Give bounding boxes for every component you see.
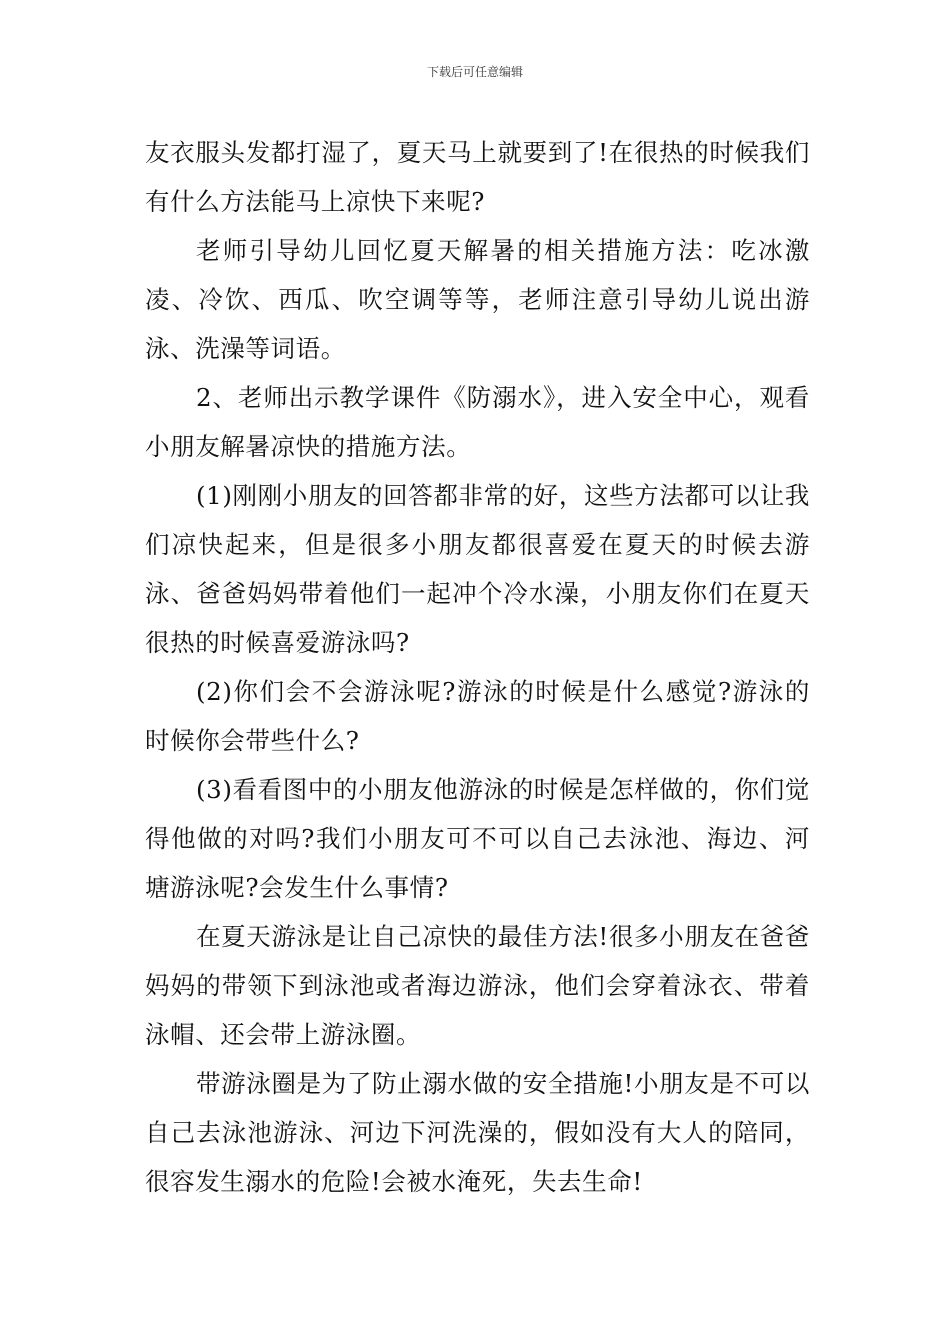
page-header: 下载后可任意编辑 bbox=[426, 65, 523, 79]
paragraph-6: (3)看看图中的小朋友他游泳的时候是怎样做的，你们觉得他做的对吗?我们小朋友可不可以自己去泳池、海边、河塘游泳呢?会发生什么事情? bbox=[145, 775, 810, 902]
paragraph-4: (1)刚刚小朋友的回答都非常的好，这些方法都可以让我们凉快起来，但是很多小朋友都很喜爱在夏天的时候去游泳、爸爸妈妈带着他们一起冲个冷水澡，小朋友你们在夏天很热的时候喜爱游泳吗? bbox=[145, 481, 810, 657]
paragraph-7: 在夏天游泳是让自己凉快的最佳方法!很多小朋友在爸爸妈妈的带领下到泳池或者海边游泳，他们会穿着泳衣、带着泳帽、还会带上游泳圈。 bbox=[145, 922, 810, 1049]
document-body bbox=[145, 128, 810, 1206]
paragraph-3: 2、老师出示教学课件《防溺水》，进入安全中心，观看小朋友解暑凉快的措施方法。 bbox=[145, 383, 810, 461]
paragraph-5: (2)你们会不会游泳呢?游泳的时候是什么感觉?游泳的时候你会带些什么? bbox=[145, 677, 810, 755]
paragraph-2: 老师引导幼儿回忆夏天解暑的相关措施方法：吃冰激凌、冷饮、西瓜、吹空调等等，老师注意引导幼儿说出游泳、洗澡等词语。 bbox=[145, 236, 810, 363]
paragraph-8: 带游泳圈是为了防止溺水做的安全措施!小朋友是不可以自己去泳池游泳、河边下河洗澡的，假如没有大人的陪同，很容发生溺水的危险!会被水淹死，失去生命! bbox=[145, 1069, 810, 1196]
paragraph-1: 友衣服头发都打湿了，夏天马上就要到了!在很热的时候我们有什么方法能马上凉快下来呢? bbox=[145, 138, 810, 216]
